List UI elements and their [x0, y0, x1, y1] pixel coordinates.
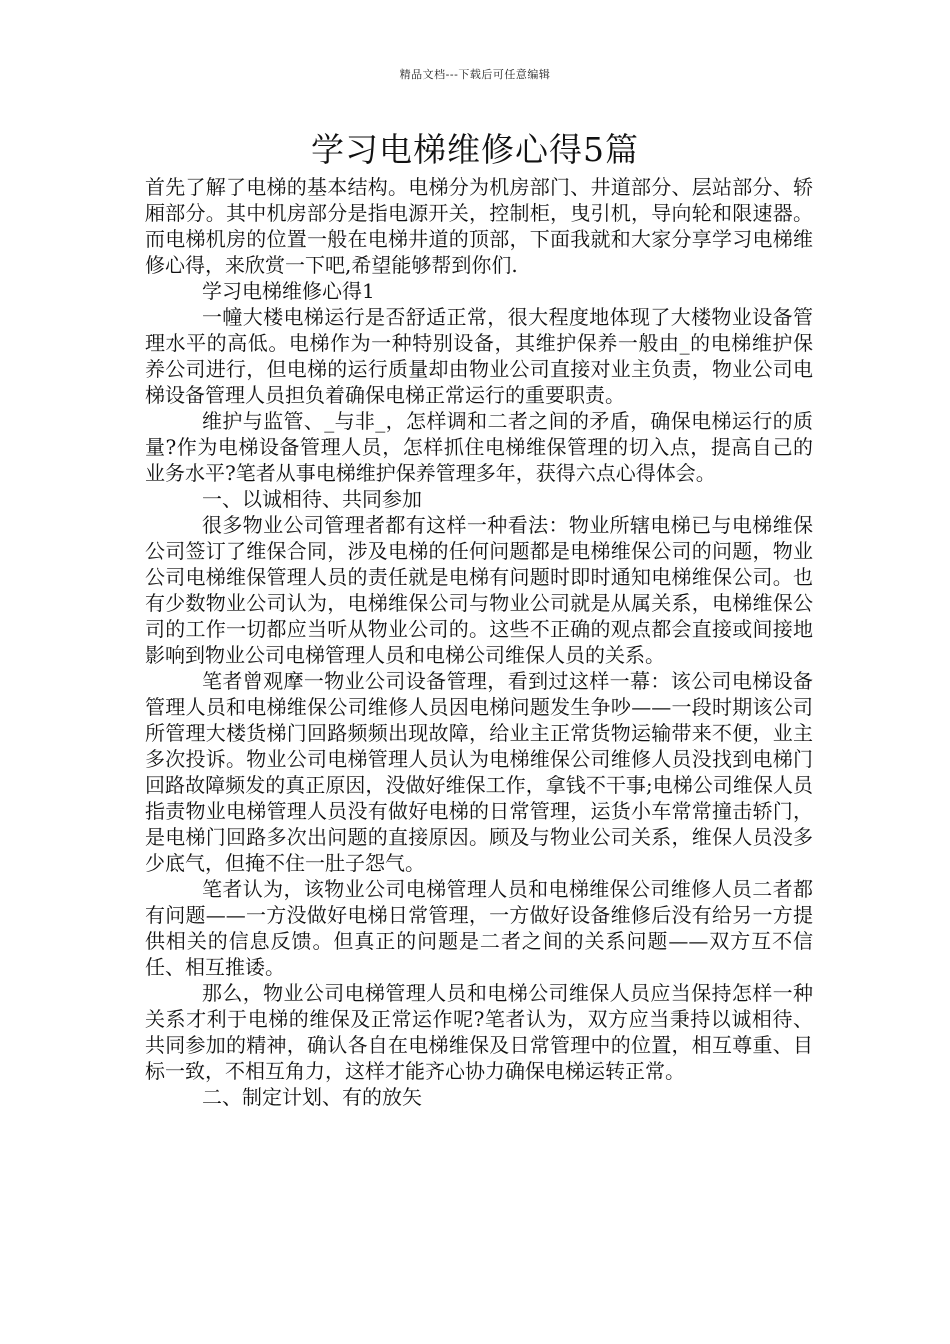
page-header-note: 精品文档---下载后可任意编辑	[399, 68, 551, 81]
paragraph: 很多物业公司管理者都有这样一种看法：物业所辖电梯已与电梯维保公司签订了维保合同，涉及电梯的任何问题都是电梯维保公司的问题，物业公司电梯维保管理人员的责任就是电梯有问题时即时通知电梯维保公司。也有少数物业公司认为，电梯维保公司与物业公司就是从属关系，电梯维保公司的工作一切都应当听从物业公司的。这些不正确的观点都会直接或间接地影响到物业公司电梯管理人员和电梯公司维保人员的关系。	[145, 513, 813, 667]
paragraph: 那么，物业公司电梯管理人员和电梯公司维保人员应当保持怎样一种关系才利于电梯的维保及正常运作呢?笔者认为，双方应当秉持以诚相待、共同参加的精神，确认各自在电梯维保及日常管理中的位置，相互尊重、目标一致，不相互角力，这样才能齐心协力确保电梯运转正常。	[145, 981, 813, 1083]
paragraph: 笔者认为，该物业公司电梯管理人员和电梯维保公司维修人员二者都有问题——一方没做好电梯日常管理，一方做好设备维修后没有给另一方提供相关的信息反馈。但真正的问题是二者之间的关系问题——双方互不信任、相互推诿。	[145, 877, 813, 979]
paragraph: 笔者曾观摩一物业公司设备管理，看到过这样一幕：该公司电梯设备管理人员和电梯维保公司维修人员因电梯问题发生争吵——一段时期该公司所管理大楼货梯门回路频频出现故障，给业主正常货物运输带来不便，业主多次投诉。物业公司电梯管理人员认为电梯维保公司维修人员没找到电梯门回路故障频发的真正原因，没做好维保工作，拿钱不干事;电梯公司维保人员指责物业电梯管理人员没有做好电梯的日常管理，运货小车常常撞击轿门，是电梯门回路多次出问题的直接原因。顾及与物业公司关系，维保人员没多少底气，但掩不住一肚子怨气。	[145, 669, 813, 875]
subheading-1: 一、以诚相待、共同参加	[202, 487, 422, 511]
paragraph: 维护与监管、_与非_，怎样调和二者之间的矛盾，确保电梯运行的质量?作为电梯设备管理人员，怎样抓住电梯维保管理的切入点，提高自己的业务水平?笔者从事电梯维护保养管理多年，获得六点心得体会。	[145, 409, 813, 485]
paragraph: 一幢大楼电梯运行是否舒适正常，很大程度地体现了大楼物业设备管理水平的高低。电梯作为一种特别设备，其维护保养一般由_的电梯维护保养公司进行，但电梯的运行质量却由物业公司直接对业主负责，物业公司电梯设备管理人员担负着确保电梯正常运行的重要职责。	[145, 305, 813, 407]
paragraph-intro: 首先了解了电梯的基本结构。电梯分为机房部门、井道部分、层站部分、轿厢部分。其中机房部分是指电源开关，控制柜，曳引机，导向轮和限速器。而电梯机房的位置一般在电梯井道的顶部，下面我就和大家分享学习电梯维修心得，来欣赏一下吧,希望能够帮到你们.	[145, 175, 813, 277]
subheading-2: 二、制定计划、有的放矢	[202, 1085, 422, 1109]
document-body	[145, 174, 813, 1110]
document-title: 学习电梯维修心得5篇	[311, 130, 639, 169]
section-heading-1: 学习电梯维修心得1	[202, 279, 375, 303]
